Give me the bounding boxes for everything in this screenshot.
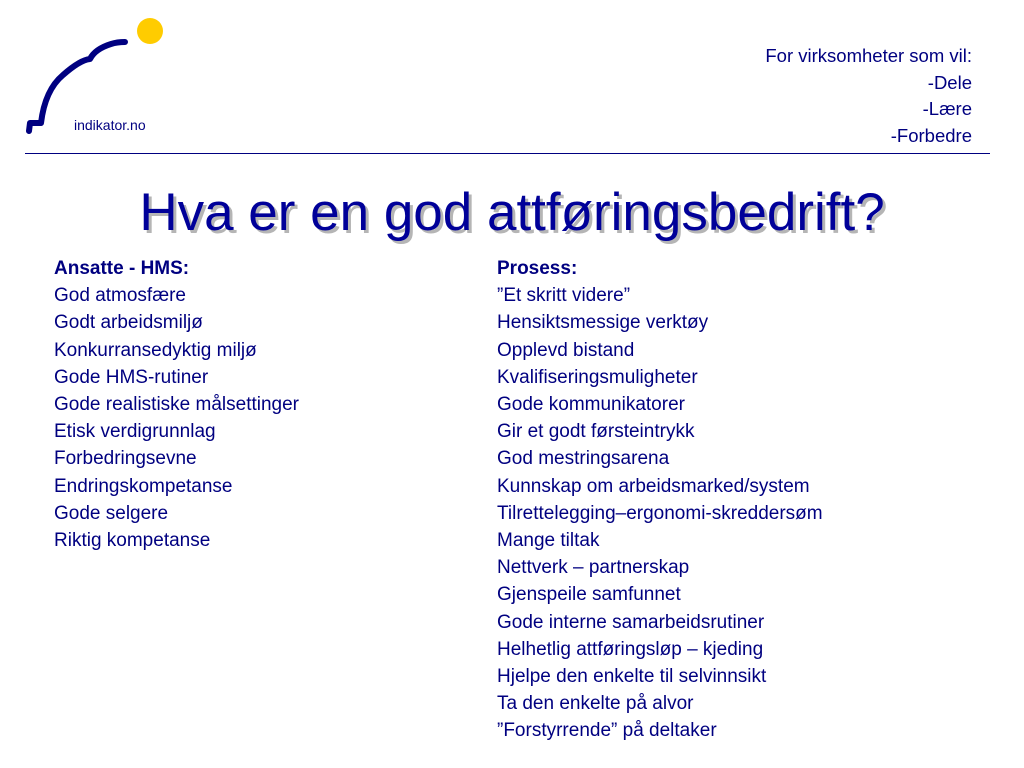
list-item: Gode realistiske målsettinger bbox=[54, 394, 299, 416]
list-item: Gode interne samarbeidsrutiner bbox=[497, 611, 765, 633]
column-heading: Ansatte - HMS: bbox=[54, 258, 190, 279]
list-item: Gir et godt førsteintrykk bbox=[497, 421, 695, 443]
list-item: Helhetlig attføringsløp – kjeding bbox=[497, 638, 764, 660]
header-divider bbox=[25, 153, 990, 154]
list-item: Gjenspeile samfunnet bbox=[497, 584, 681, 606]
list-item: Tilrettelegging–ergonomi-skreddersøm bbox=[497, 502, 823, 524]
list-item: Ta den enkelte på alvor bbox=[497, 693, 694, 715]
left-column bbox=[54, 255, 299, 554]
list-item: Etisk verdigrunnlag bbox=[54, 421, 216, 443]
tagline bbox=[765, 43, 972, 149]
list-item: God atmosfære bbox=[54, 285, 186, 307]
tagline-line: -Forbedre bbox=[890, 124, 972, 146]
list-item: Riktig kompetanse bbox=[54, 530, 211, 552]
list-item: God mestringsarena bbox=[497, 448, 670, 470]
list-item: Forbedringsevne bbox=[54, 448, 197, 470]
tagline-line: -Dele bbox=[927, 71, 972, 93]
right-column bbox=[497, 255, 823, 745]
list-item: Gode selgere bbox=[54, 502, 169, 524]
list-item: Hensiktsmessige verktøy bbox=[497, 312, 709, 334]
list-item: ”Forstyrrende” på deltaker bbox=[497, 720, 717, 742]
list-item: Hjelpe den enkelte til selvinnsikt bbox=[497, 666, 767, 688]
list-item: Konkurransedyktig miljø bbox=[54, 339, 257, 361]
list-item: Opplevd bistand bbox=[497, 339, 635, 361]
list-item: Gode HMS-rutiner bbox=[54, 366, 209, 388]
tagline-line: -Lære bbox=[922, 98, 972, 119]
logo-text: indikator.no bbox=[74, 117, 146, 133]
sun-icon bbox=[137, 18, 163, 44]
column-heading: Prosess: bbox=[497, 258, 578, 279]
list-item: Kvalifiseringsmuligheter bbox=[497, 366, 698, 388]
tagline-line: For virksomheter som vil: bbox=[765, 45, 972, 66]
list-item: Gode kommunikatorer bbox=[497, 394, 685, 416]
list-item: Mange tiltak bbox=[497, 530, 600, 552]
list-item: Endringskompetanse bbox=[54, 475, 233, 497]
list-item: Godt arbeidsmiljø bbox=[54, 312, 203, 334]
list-item: Nettverk – partnerskap bbox=[497, 557, 690, 579]
list-item: ”Et skritt videre” bbox=[497, 285, 631, 307]
slide-title: Hva er en god attføringsbedrift? bbox=[139, 183, 885, 242]
list-item: Kunnskap om arbeidsmarked/system bbox=[497, 475, 810, 497]
